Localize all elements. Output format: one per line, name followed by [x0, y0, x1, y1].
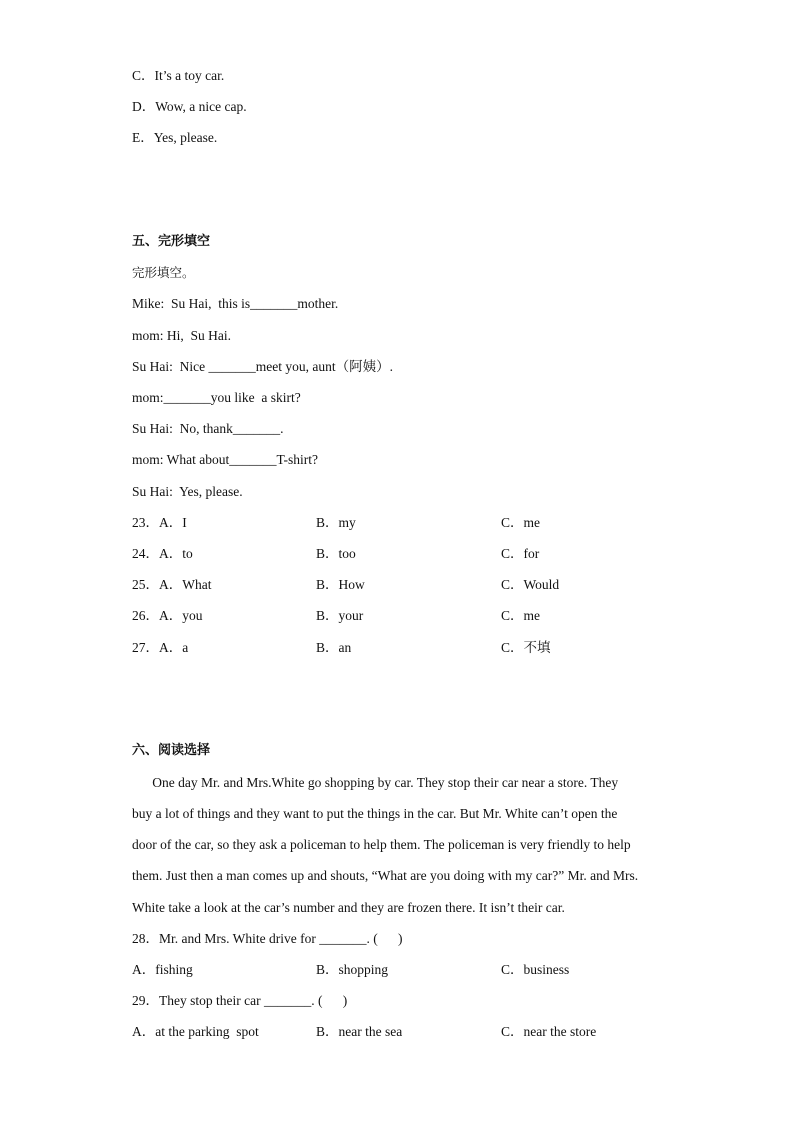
- section-6-heading: 六、阅读选择: [132, 743, 211, 758]
- option-d: D．Wow, a nice cap.: [132, 99, 247, 114]
- question-29-option-a: A．at the parking spot: [132, 1024, 259, 1039]
- question-28-option-b: B．shopping: [316, 962, 389, 977]
- question-26-option-b: B．your: [316, 608, 364, 623]
- passage-line: door of the car, so they ask a policeman to help them. The policeman is very friendly to help: [132, 837, 631, 852]
- question-29-option-c: C．near the store: [501, 1024, 597, 1039]
- question-29-stem: 29．They stop their car _______. ( ): [132, 993, 348, 1008]
- question-24-option-a: 24．A．to: [132, 546, 193, 561]
- question-23-option-c: C．me: [501, 515, 540, 530]
- question-25-option-a: 25．A．What: [132, 577, 212, 592]
- dialogue-line: Su Hai: Nice _______meet you, aunt（阿姨）.: [132, 359, 393, 374]
- question-24-option-b: B．too: [316, 546, 356, 561]
- passage-line: One day Mr. and Mrs.White go shopping by car. They stop their car near a store. They: [132, 775, 619, 790]
- section-5-instruction: 完形填空。: [132, 265, 195, 280]
- dialogue-line: mom: Hi, Su Hai.: [132, 328, 232, 343]
- question-25-option-b: B．How: [316, 577, 365, 592]
- dialogue-line: mom:_______you like a skirt?: [132, 390, 301, 405]
- question-27-option-a: 27．A．a: [132, 640, 189, 655]
- question-28-option-a: A．fishing: [132, 962, 193, 977]
- dialogue-line: Mike: Su Hai, this is_______mother.: [132, 296, 339, 311]
- question-28-option-c: C．business: [501, 962, 570, 977]
- question-23-option-a: 23．A．I: [132, 515, 187, 530]
- option-c: C．It’s a toy car.: [132, 68, 225, 83]
- passage-line: them. Just then a man comes up and shouts, “What are you doing with my car?” Mr. and Mrs.: [132, 868, 639, 883]
- question-25-option-c: C．Would: [501, 577, 560, 592]
- dialogue-line: Su Hai: No, thank_______.: [132, 421, 284, 436]
- passage-line: buy a lot of things and they want to put the things in the car. But Mr. White can’t open the: [132, 806, 618, 821]
- question-26-option-a: 26．A．you: [132, 608, 203, 623]
- question-27-option-b: B．an: [316, 640, 352, 655]
- dialogue-line: mom: What about_______T-shirt?: [132, 452, 318, 467]
- question-29-option-b: B．near the sea: [316, 1024, 403, 1039]
- dialogue-line: Su Hai: Yes, please.: [132, 484, 243, 499]
- section-5-heading: 五、完形填空: [132, 234, 211, 249]
- question-27-option-c: C．不填: [501, 640, 551, 655]
- question-28-stem: 28．Mr. and Mrs. White drive for _______. ( ): [132, 931, 403, 946]
- question-24-option-c: C．for: [501, 546, 540, 561]
- question-23-option-b: B．my: [316, 515, 356, 530]
- question-26-option-c: C．me: [501, 608, 540, 623]
- passage-line: White take a look at the car’s number and they are frozen there. It isn’t their car.: [132, 900, 565, 915]
- option-e: E．Yes, please.: [132, 130, 218, 145]
